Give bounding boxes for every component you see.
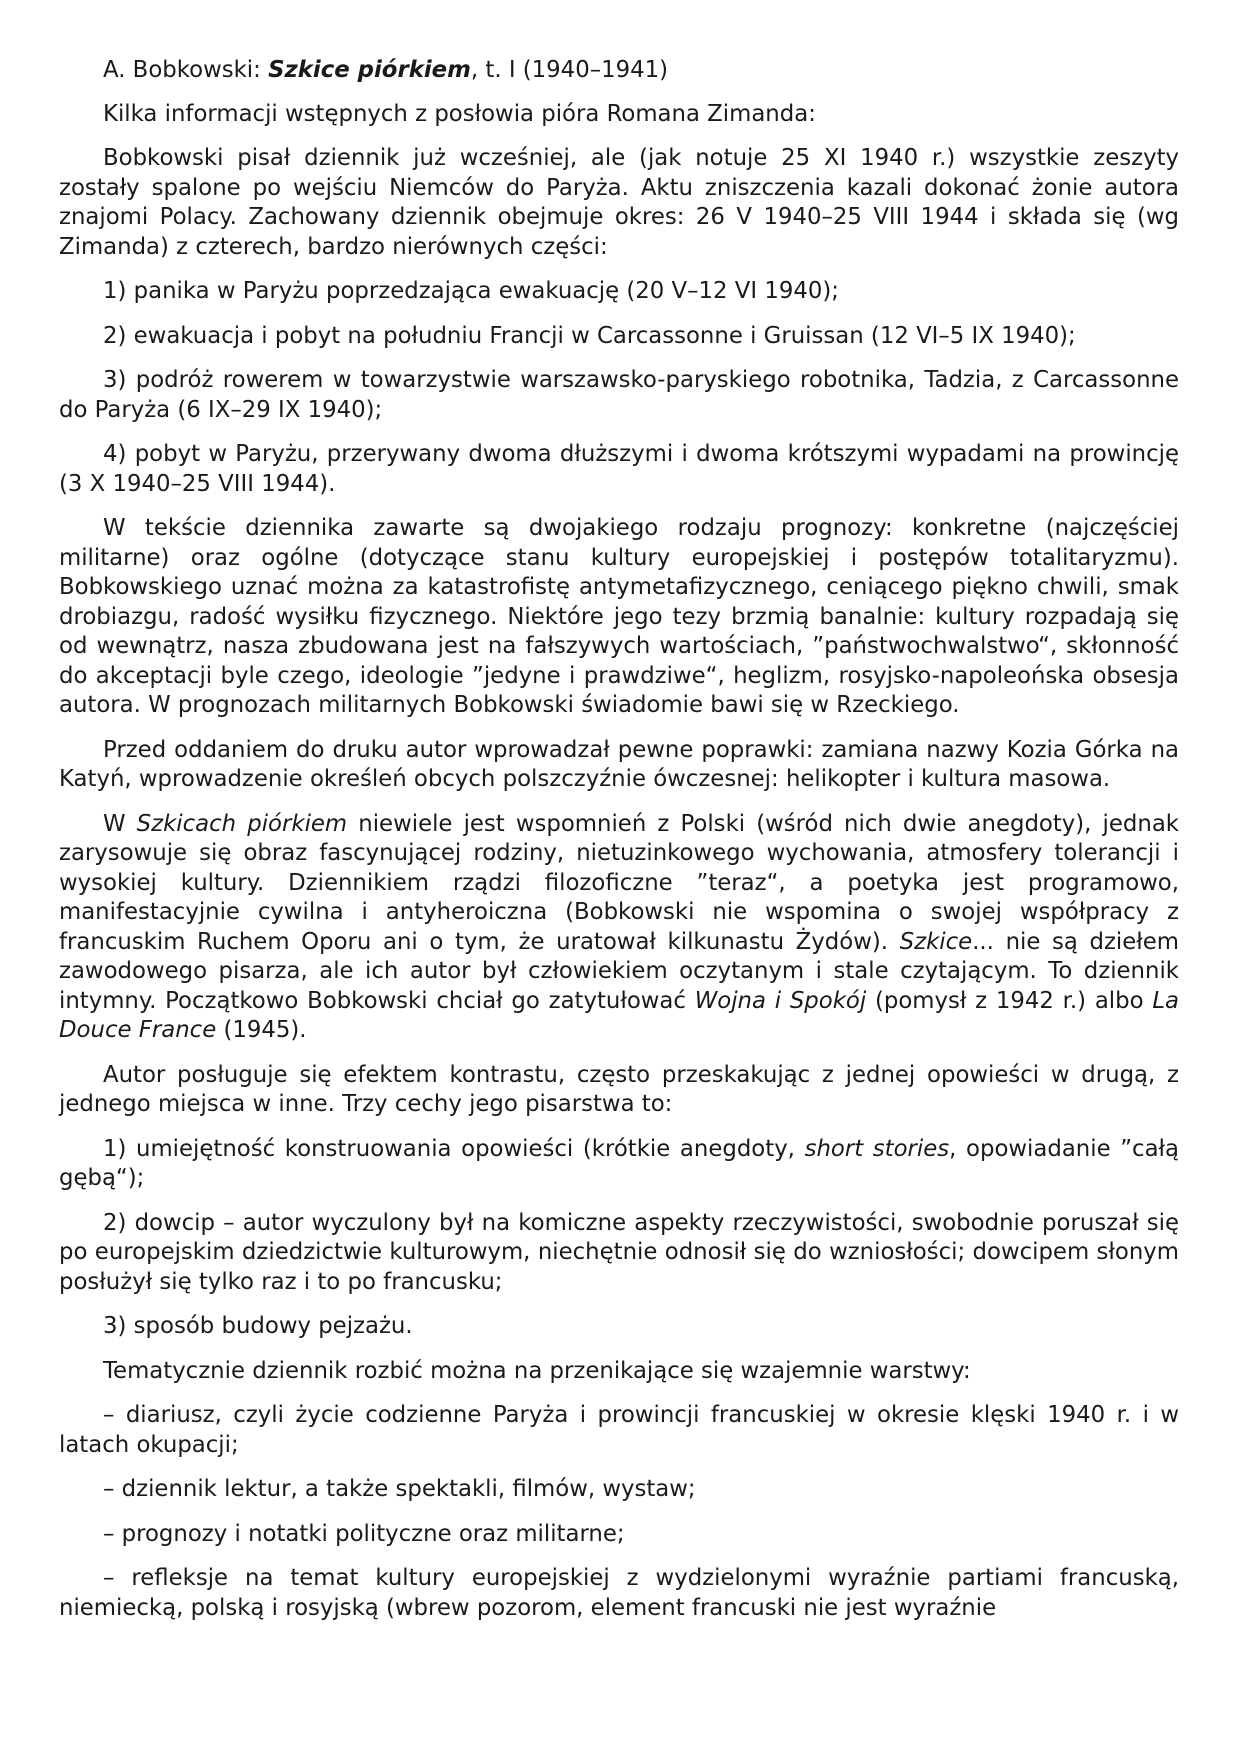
contrast-paragraph: Autor posługuje się efektem kontrastu, często przeskakując z jednej opowieści w drugą, z jednego miejsca w inne. Trzy cechy jego pisarstwa to: — [59, 1061, 1179, 1117]
document-page — [59, 56, 1179, 1638]
trait-1-text-1: 1) umiejętność konstruowania opowieści (krótkie anegdoty, — [103, 1135, 805, 1162]
trait-1-text-2: , opowiadanie ”całą gębą“); — [59, 1135, 1179, 1191]
part-item-4: 4) pobyt w Paryżu, przerywany dwoma dłuższymi i dwoma krótszymi wypadami na prowincję (3 X 1940–25 VIII 1944). — [59, 441, 1179, 497]
memories-text-3: ... nie są dziełem zawodowego pisarza, ale ich autor był człowiekiem oczytanym i stale czytającym. To dziennik intymny. Początkowo Bobkowski chciał go zatytułować — [59, 928, 1180, 1014]
layer-item-1: – diariusz, czyli życie codzienne Paryża i prowincji francuskiej w okresie klęski 1940 r. i w latach okupacji; — [59, 1402, 1179, 1458]
part-item-3: 3) podróż rowerem w towarzystwie warszawsko-paryskiego robotnika, Tadzia, z Carcassonne do Paryża (6 IX–29 IX 1940); — [59, 367, 1179, 423]
layer-item-3: – prognozy i notatki polityczne oraz militarne; — [103, 1520, 625, 1547]
title-work: Szkice piórkiem — [268, 57, 471, 83]
memories-italic-1: Szkicach piórkiem — [136, 810, 348, 837]
trait-1-italic: short stories — [804, 1135, 950, 1162]
memories-text-2: niewiele jest wspomnień z Polski (wśród nich dwie anegdoty), jednak zarysowuje się obraz fascynującej rodziny, nietuzinkowego wychowania, atmosfery tolerancji i wysokiej kultury. Dziennikiem rządzi filozoficzne ”teraz“, a poetyka jest programowo, manifestacyjnie cywilna i antyheroiczna (Bobkowski nie wspomina o swojej współpracy z francuskim Ruchem Oporu ani o tym, że uratował kilkunastu Żydów). — [59, 810, 1179, 955]
prognoses-paragraph: W tekście dziennika zawarte są dwojakiego rodzaju prognozy: konkretne (najczęściej militarne) oraz ogólne (dotyczące stanu kultury europejskiej i postępów totalitaryzmu). Bobkowskiego uznać można za katastrofistę antymetafizycznego, ceniącego piękno chwili, smak drobiazgu, radość wysiłku fizycznego. Niektóre jego tezy brzmią banalnie: kultury rozpadają się od wewnątrz, nasza zbudowana jest na fałszywych wartościach, ”państwochwalstwo“, skłonność do akceptacji byle czego, ideologie ”jedyne i prawdziwe“, heglizm, rosyjsko-napoleońska obsesja autora. W prognozach militarnych Bobkowski świadomie bawi się w Rzeckiego. — [59, 515, 1179, 718]
memories-text-4: (pomysł z 1942 r.) albo — [866, 987, 1153, 1014]
layer-item-2: – dziennik lektur, a także spektakli, filmów, wystaw; — [103, 1476, 696, 1502]
part-item-2: 2) ewakuacja i pobyt na południu Francji w Carcassonne i Gruissan (12 VI–5 IX 1940); — [103, 322, 1076, 349]
part-item-1: 1) panika w Paryżu poprzedzająca ewakuację (20 V–12 VI 1940); — [103, 278, 839, 304]
title-volume: , t. I (1940–1941) — [470, 57, 669, 83]
memories-italic-2: Szkice — [899, 928, 973, 955]
layers-paragraph: Tematycznie dziennik rozbić można na przenikające się wzajemnie warstwy: — [103, 1357, 971, 1384]
corrections-paragraph: Przed oddaniem do druku autor wprowadzał pewne poprawki: zamiana nazwy Kozia Górka na Katyń, wprowadzenie określeń obcych polszczyźnie ówczesnej: helikopter i kultura masowa. — [59, 736, 1179, 792]
title-author: A. Bobkowski: — [103, 57, 269, 83]
trait-item-2: 2) dowcip – autor wyczulony był na komiczne aspekty rzeczywistości, swobodnie poruszał się po europejskim dziedzictwie kulturowym, niechętnie odnosił się do wzniosłości; dowcipem słonym posłużył się tylko raz i to po francusku; — [59, 1209, 1179, 1295]
trait-item-1 — [59, 1135, 1179, 1194]
history-paragraph: Bobkowski pisał dziennik już wcześniej, ale (jak notuje 25 XI 1940 r.) wszystkie zeszyty zostały spalone po wejściu Niemców do Paryża. Aktu zniszczenia kazali dokonać żonie autora znajomi Polacy. Zachowany dziennik obejmuje okres: 26 V 1940–25 VIII 1944 i składa się (wg Zimanda) z czterech, bardzo nierównych części: — [59, 145, 1179, 260]
memories-text-5: (1945). — [216, 1017, 307, 1043]
intro-paragraph: Kilka informacji wstępnych z posłowia pióra Romana Zimanda: — [103, 100, 816, 127]
layer-item-4: – refleksje na temat kultury europejskiej z wydzielonymi wyraźnie partiami francuską, niemiecką, polską i rosyjską (wbrew pozorom, element francuski nie jest wyraźnie — [59, 1565, 1179, 1621]
trait-item-3: 3) sposób budowy pejzażu. — [103, 1313, 413, 1339]
memories-italic-4: La Douce France — [59, 987, 1179, 1043]
memories-text-1: W — [103, 810, 137, 837]
document-title — [59, 56, 1179, 86]
memories-paragraph — [59, 810, 1179, 1046]
memories-italic-3: Wojna i Spokój — [694, 987, 867, 1014]
